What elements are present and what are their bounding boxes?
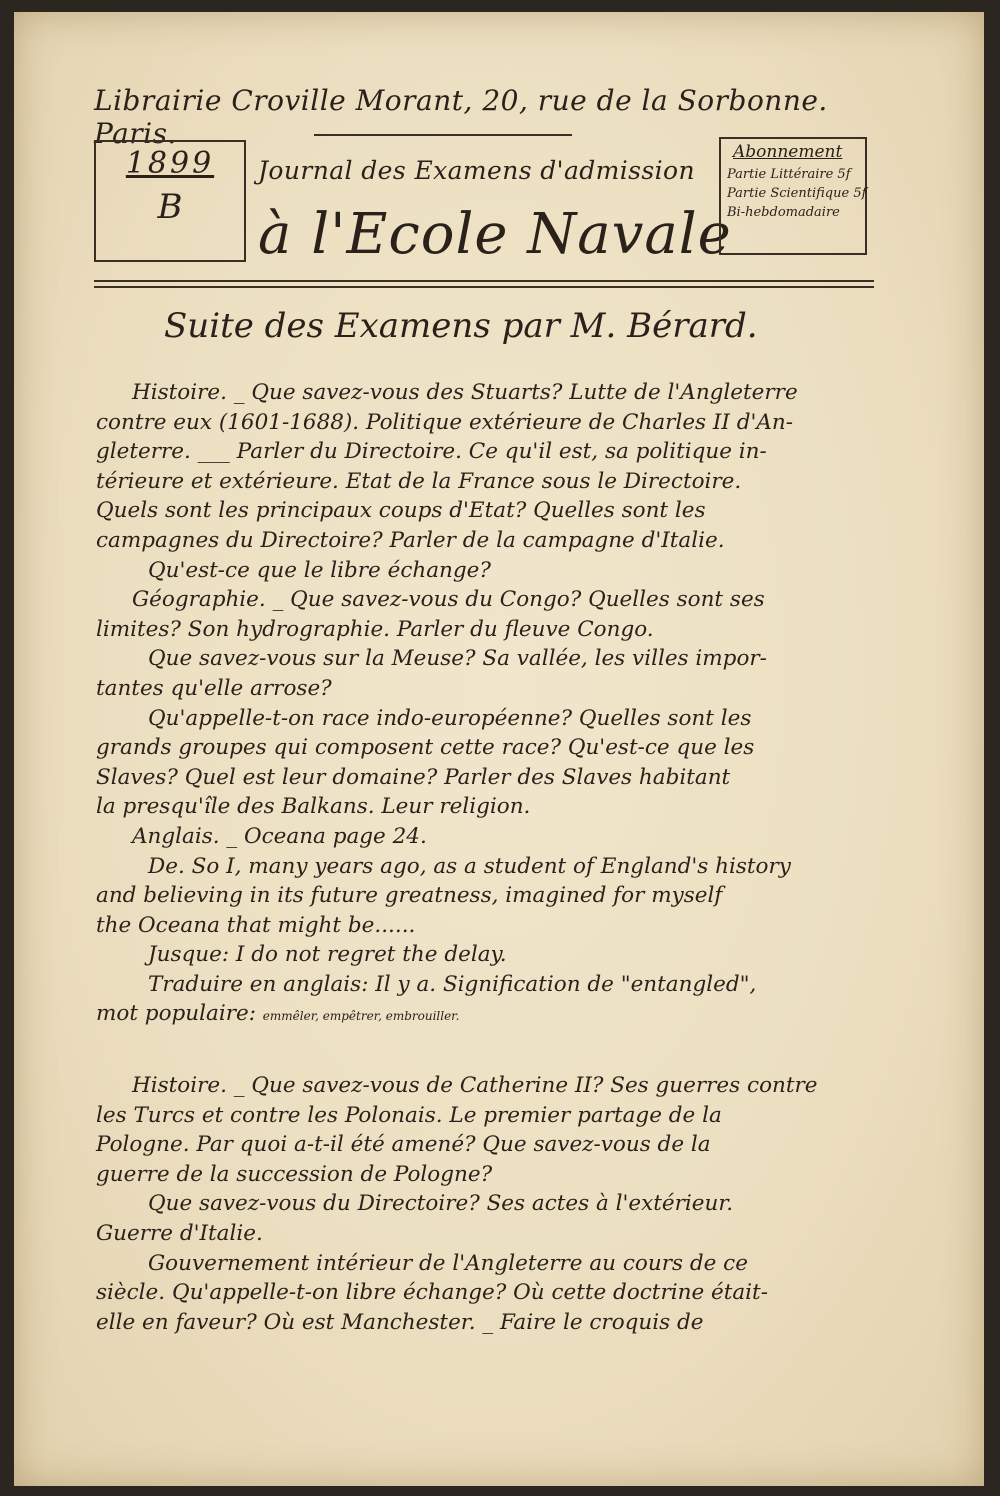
text-line: guerre de la succession de Pologne?	[96, 1161, 493, 1187]
text-line: Histoire. _ Que savez-vous de Catherine II? Ses guerres contre	[132, 1073, 818, 1099]
text-line	[96, 999, 886, 1029]
text-fragment-small: emmêler, empêtrer, embrouiller.	[262, 1009, 460, 1024]
text-line: térieure et extérieure. Etat de la France sous le Directoire.	[96, 468, 742, 494]
exam-text	[96, 378, 886, 1337]
text-fragment: mot populaire:	[96, 1001, 256, 1027]
text-line: Que savez-vous sur la Meuse? Sa vallée, les villes impor-	[148, 646, 767, 672]
text-line: Gouvernement intérieur de l'Angleterre au cours de ce	[148, 1250, 748, 1276]
text-line: Qu'appelle-t-on race indo-européenne? Quelles sont les	[148, 705, 752, 731]
series-letter: B	[157, 187, 183, 227]
text-line: Quels sont les principaux coups d'Etat? Quelles sont les	[96, 498, 706, 524]
text-line: contre eux (1601-1688). Politique extérieure de Charles II d'An-	[96, 409, 794, 435]
text-line: Traduire en anglais: Il y a. Signification de "entangled",	[148, 971, 757, 997]
section-heading: Suite des Examens par M. Bérard.	[164, 306, 758, 346]
subscription-line: Partie Scientifique 5f	[727, 186, 867, 201]
text-line: Géographie. _ Que savez-vous du Congo? Quelles sont ses	[132, 587, 765, 613]
text-line: and believing in its future greatness, imagined for myself	[96, 883, 723, 909]
text-line: les Turcs et contre les Polonais. Le premier partage de la	[96, 1102, 722, 1128]
text-line: campagnes du Directoire? Parler de la campagne d'Italie.	[96, 527, 725, 553]
year-number: 1899	[125, 146, 215, 181]
text-line: Guerre d'Italie.	[96, 1221, 263, 1247]
text-line: la presqu'île des Balkans. Leur religion.	[96, 794, 531, 820]
text-line: elle en faveur? Où est Manchester. _ Faire le croquis de	[96, 1309, 704, 1335]
header-rule-top	[94, 280, 874, 282]
publisher-line: Librairie Croville Morant, 20, rue de la Sorbonne. Paris.	[94, 84, 828, 150]
document-page	[14, 12, 984, 1486]
text-line: Anglais. _ Oceana page 24.	[132, 823, 427, 849]
text-line: Jusque: I do not regret the delay.	[148, 942, 507, 968]
text-line: Qu'est-ce que le libre échange?	[148, 557, 491, 583]
section-divider	[96, 1029, 886, 1071]
text-line: Histoire. _ Que savez-vous des Stuarts? Lutte de l'Angleterre	[132, 380, 798, 405]
subscription-line: Bi-hebdomadaire	[727, 205, 840, 220]
text-line: Pologne. Par quoi a-t-il été amené? Que savez-vous de la	[96, 1132, 711, 1158]
subscription-header: Abonnement	[733, 142, 843, 162]
text-line: grands groupes qui composent cette race? Qu'est-ce que les	[96, 735, 755, 761]
text-line: the Oceana that might be......	[96, 912, 416, 938]
text-line: tantes qu'elle arrose?	[96, 675, 332, 701]
subscription-line: Partie Littéraire 5f	[727, 167, 851, 182]
text-line: limites? Son hydrographie. Parler du fleuve Congo.	[96, 616, 654, 642]
header-rule-bottom	[94, 286, 874, 288]
top-rule	[314, 134, 572, 136]
text-line: gleterre. ___ Parler du Directoire. Ce qu'il est, sa politique in-	[96, 439, 767, 465]
journal-title-line2: à l'Ecole Navale	[258, 202, 732, 267]
subscription-box	[719, 137, 867, 255]
text-line: Slaves? Quel est leur domaine? Parler des Slaves habitant	[96, 764, 731, 790]
text-line: Que savez-vous du Directoire? Ses actes à l'extérieur.	[148, 1191, 734, 1217]
year-box	[94, 140, 246, 262]
journal-title-line1: Journal des Examens d'admission	[258, 156, 695, 185]
text-line: siècle. Qu'appelle-t-on libre échange? Où cette doctrine était-	[96, 1280, 768, 1306]
text-line: De. So I, many years ago, as a student of England's history	[148, 853, 791, 879]
